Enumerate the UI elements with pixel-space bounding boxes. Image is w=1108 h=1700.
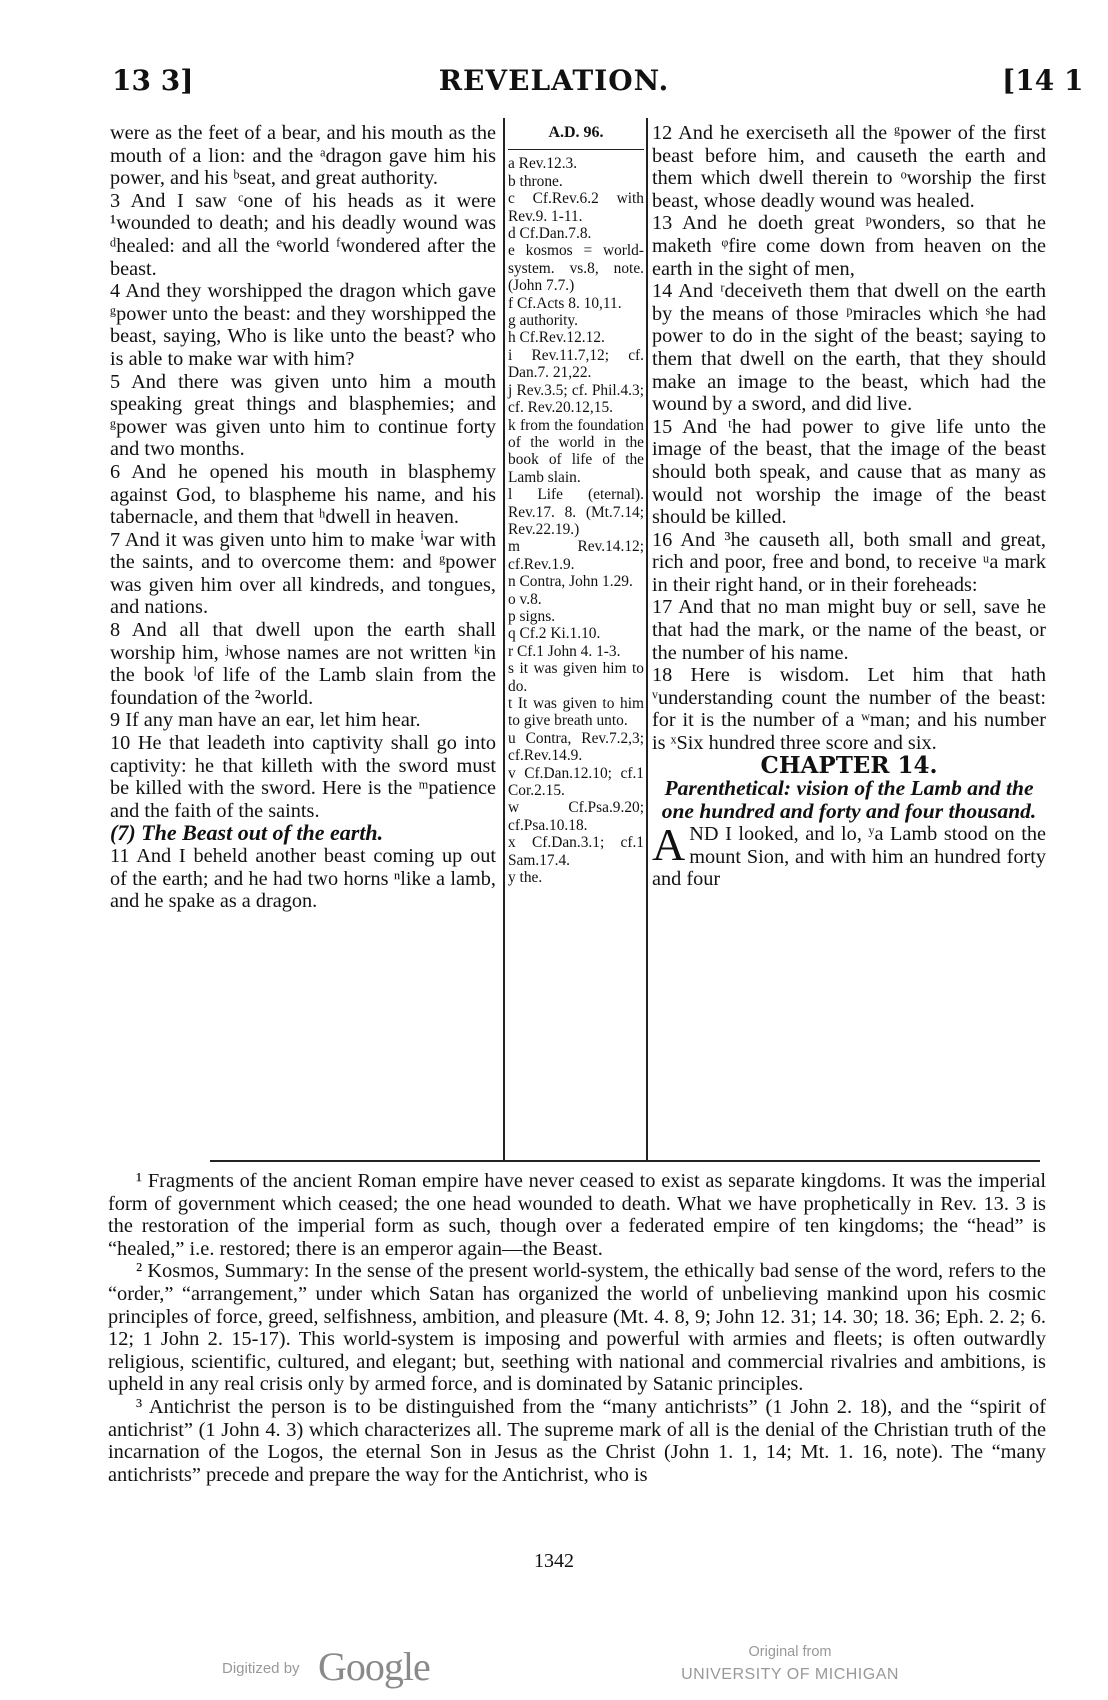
column-divider-right — [646, 118, 648, 1160]
verse-text: 12 And he exerciseth all the ᵍpower of the first beast before him, and causeth the earth and them which dwell therein to ᵒworship the first beast, whose deadly wound was healed. — [652, 122, 1046, 212]
cross-reference: s it was given him to do. — [508, 660, 644, 695]
cross-reference: h Cf.Rev.12.12. — [508, 329, 605, 347]
chapter-subheading: Parenthetical: vision of the Lamb and the one hundred and forty and four thousand. — [661, 776, 1037, 824]
verse-text: 4 And they worshipped the dragon which gave ᵍpower unto the beast: and they worshipped the beast, saying, Who is like unto the beast? who is able to make war with him? — [110, 280, 496, 370]
cross-reference: y the. — [508, 869, 543, 887]
scripture-column-left — [110, 122, 496, 913]
cross-reference: b throne. — [508, 172, 563, 190]
section-subheading: (7) The Beast out of the earth. — [110, 820, 384, 846]
original-from-label: Original from — [748, 1644, 832, 1660]
verse-text: 8 And all that dwell upon the earth shall worship him, ʲwhose names are not written ᵏin the book ˡof life of the Lamb slain from the foundation of the ²world. — [110, 619, 496, 709]
verse-text: 3 And I saw ᶜone of his heads as it were ¹wounded to death; and his deadly wound was ᵈhealed: and all the ᵉworld ᶠwondered after the beast. — [110, 189, 496, 280]
running-head-right: [14 1 — [1002, 64, 1084, 97]
drop-cap: A — [652, 819, 686, 871]
cross-reference: r Cf.1 John 4. 1-3. — [508, 642, 621, 660]
page-title: REVELATION. — [438, 64, 670, 97]
verse-text: 18 Here is wisdom. Let him that hath ᵛunderstanding count the number of the beast: for it is the number of a ʷman; and his number is ˣSix hundred three score and six. — [652, 664, 1046, 755]
verse-text: 17 And that no man might buy or sell, save he that had the mark, or the name of the beast, or the number of his name. — [652, 596, 1046, 664]
verse-text: 9 If any man have an ear, let him hear. — [110, 709, 421, 732]
chapter-heading: CHAPTER 14. — [760, 751, 938, 779]
footnotes — [108, 1170, 1046, 1486]
cross-reference: c Cf.Rev.6.2 with Rev.9. 1-11. — [508, 190, 644, 225]
cross-reference: e kosmos = world-system. vs.8, note. (John 7.7.) — [508, 242, 644, 295]
running-head-left: 13 3] — [112, 64, 194, 97]
cross-reference: x Cf.Dan.3.1; cf.1 Sam.17.4. — [508, 834, 644, 869]
verse-text: 5 And there was given unto him a mouth speaking great things and blasphemies; and ᵍpower was given unto him to continue forty and two months. — [110, 370, 496, 461]
cross-reference: i Rev.11.7,12; cf. Dan.7. 21,22. — [508, 346, 644, 382]
cross-reference: l Life (eternal). Rev.17. 8. (Mt.7.14; Rev.22.19.) — [508, 486, 644, 538]
date-heading: A.D. 96. — [508, 124, 644, 150]
footnote-divider — [210, 1160, 1040, 1162]
cross-reference: g authority. — [508, 312, 578, 330]
footnote: ³ Antichrist the person is to be distinguished from the “many antichrists” (1 John 2. 18), and the “spirit of antichrist” (1 John 4. 3) which characterizes all. The supreme mark of all is the denial of the Christian truth of the incarnation of the Logos, the eternal Son in Jesus as the Christ (John 1. 1, 14; Mt. 1. 16, note). The “many antichrists” precede and prepare the way for the Antichrist, who is — [108, 1395, 1046, 1486]
verse-text: 14 And ʳdeceiveth them that dwell on the earth by the means of those ᵖmiracles which ˢhe had power to do in the sight of the beast; saying to them that dwell on the earth, that they should make an image to the beast, which had the wound by a sword, and did live. — [652, 280, 1046, 416]
cross-reference: j Rev.3.5; cf. Phil.4.3; cf. Rev.20.12,15. — [508, 381, 644, 417]
verse-text: 10 He that leadeth into captivity shall go into captivity: he that killeth with the sword must be killed with the sword. Here is the ᵐpatience and the faith of the saints. — [110, 732, 496, 822]
verse-text: 16 And ³he causeth all, both small and great, rich and poor, free and bond, to receive ᵘa mark in their right hand, or in their foreheads: — [652, 528, 1046, 596]
verse-text: 15 And ᵗhe had power to give life unto the image of the beast, that the image of the beast should both speak, and cause that as many as would not worship the image of the beast should be killed. — [652, 415, 1046, 529]
university-label: UNIVERSITY OF MICHIGAN — [681, 1666, 899, 1683]
verse-text: 7 And it was given unto him to make ⁱwar with the saints, and to overcome them: and ᵍpower was given him over all kindreds, and tongues, and nations. — [110, 528, 496, 619]
cross-reference: m Rev.14.12; cf.Rev.1.9. — [508, 538, 644, 573]
google-logo: Google — [318, 1644, 430, 1689]
cross-reference: t It was given to him to give breath unto. — [508, 695, 644, 730]
cross-reference: a Rev.12.3. — [508, 155, 578, 173]
column-divider-left — [503, 118, 505, 1160]
cross-reference: w Cf.Psa.9.20; cf.Psa.10.18. — [508, 799, 644, 834]
cross-reference: u Contra, Rev.7.2,3; cf.Rev.14.9. — [508, 729, 644, 765]
cross-reference: v Cf.Dan.12.10; cf.1 Cor.2.15. — [508, 764, 644, 800]
page-number: 1342 — [534, 1550, 574, 1572]
footnote: ¹ Fragments of the ancient Roman empire have never ceased to exist as separate kingdoms. It was the imperial form of government which ceased; the one head wounded to death. What we have prophetically in Rev. 13. 3 is the restoration of the imperial form as such, though over a federated empire of ten kingdoms; the “head” is “healed,” i.e. restored; there is an emperor again—the Beast. — [108, 1170, 1046, 1260]
cross-reference: d Cf.Dan.7.8. — [508, 225, 592, 243]
cross-reference: o v.8. — [508, 590, 542, 608]
verse-text: ND I looked, and lo, ʸa Lamb stood on the mount Sion, and with him an hundred forty and four — [652, 823, 1046, 891]
cross-reference: n Contra, John 1.29. — [508, 573, 633, 591]
verse-text: were as the feet of a bear, and his mouth as the mouth of a lion: and the ᵃdragon gave him his power, and his ᵇseat, and great authority. — [110, 122, 496, 190]
scripture-column-right — [652, 122, 1046, 891]
cross-reference: f Cf.Acts 8. 10,11. — [508, 294, 622, 312]
cross-reference: p signs. — [508, 607, 556, 625]
digitized-by-label: Digitized by — [222, 1660, 300, 1677]
footnote: ² Kosmos, Summary: In the sense of the present world-system, the ethically bad sense of the word, refers to the “order,” “arrangement,” under which Satan has organized the world of unbelieving mankind upon his cosmic principles of force, greed, selfishness, ambition, and pleasure (Mt. 4. 8, 9; John 12. 31; 14. 30; 18. 36; Eph. 2. 2; 6. 12; 1 John 2. 15-17). This world-system is imposing and powerful with armies and fleets; is often outwardly religious, scientific, cultured, and elegant; but, seething with national and commercial rivalries and ambitions, is upheld in any real crisis only by armed force, and is dominated by Satanic principles. — [108, 1260, 1046, 1396]
verse-text: 13 And he doeth great ᵖwonders, so that he maketh ᵠfire come down from heaven on the earth in the sight of men, — [652, 212, 1046, 280]
verse-text: 11 And I beheld another beast coming up out of the earth; and he had two horns ⁿlike a lamb, and he spake as a dragon. — [110, 845, 496, 913]
reference-column — [508, 124, 644, 886]
verse-text-opening — [652, 819, 1046, 891]
verse-text: 6 And he opened his mouth in blasphemy against God, to blaspheme his name, and his tabernacle, and them that ʰdwell in heaven. — [110, 460, 496, 529]
cross-reference: k from the foundation of the world in the book of life of the Lamb slain. — [508, 416, 644, 486]
cross-reference: q Cf.2 Ki.1.10. — [508, 625, 601, 643]
